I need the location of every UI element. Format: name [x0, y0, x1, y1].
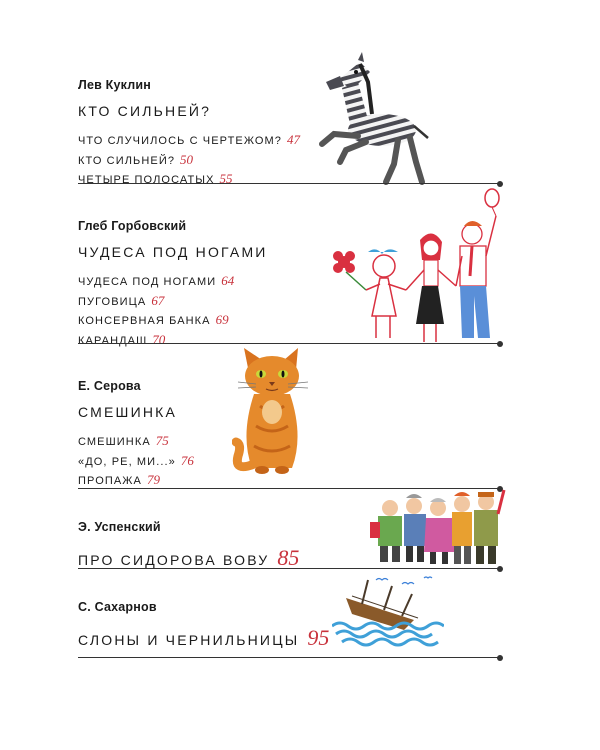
ship-illustration — [332, 574, 444, 648]
page-number: 79 — [147, 472, 160, 487]
author-name: Э. Успенский — [78, 520, 161, 534]
zebra-illustration — [312, 52, 434, 186]
toc-item-label: ПРОПАЖА — [78, 475, 142, 487]
flower-icon — [333, 251, 366, 290]
section-divider — [78, 183, 500, 184]
toc-section-kuklin — [78, 78, 500, 190]
toc-item-label: КОНСЕРВНАЯ БАНКА — [78, 315, 211, 327]
story-title[interactable]: СМЕШИНКА — [78, 404, 178, 420]
toc-item-label: ЧУДЕСА ПОД НОГАМИ — [78, 276, 217, 288]
toc-item-label: ЧТО СЛУЧИЛОСЬ С ЧЕРТЕЖОМ? — [78, 135, 283, 147]
toc-item-label: ЧЕТЫРЕ ПОЛОСАТЫХ — [78, 174, 215, 186]
page-number: 70 — [152, 331, 166, 347]
balloon-icon — [485, 189, 499, 216]
toc-item-label: ПУГОВИЦА — [78, 295, 147, 308]
page-number: 76 — [180, 452, 194, 468]
page-number: 64 — [221, 273, 235, 288]
page-number: 50 — [180, 151, 194, 167]
toc-item-label: СМЕШИНКА — [78, 436, 151, 448]
section-divider — [78, 657, 500, 658]
family-illustration — [332, 186, 510, 346]
page-number: 47 — [287, 132, 301, 147]
toc-item-label: «ДО, РЕ, МИ...» — [78, 455, 176, 468]
section-divider — [78, 568, 500, 569]
marching-family-illustration — [370, 484, 506, 570]
story-title-text: СЛОНЫ И ЧЕРНИЛЬНИЦЫ — [78, 632, 300, 648]
story-title-text: ПРО СИДОРОВА ВОВУ — [78, 552, 270, 568]
author-name: С. Сахарнов — [78, 600, 157, 614]
cat-illustration — [232, 346, 318, 486]
author-name: Глеб Горбовский — [78, 219, 187, 233]
toc-item[interactable] — [78, 151, 500, 171]
author-name: Е. Серова — [78, 379, 141, 393]
page-number: 75 — [155, 433, 169, 448]
toc-list — [78, 131, 500, 190]
page-number: 69 — [215, 312, 229, 327]
story-title[interactable]: КТО СИЛЬНЕЙ? — [78, 103, 212, 119]
page-number: 95 — [307, 625, 330, 650]
toc-item[interactable] — [78, 131, 500, 151]
author-name: Лев Куклин — [78, 78, 152, 92]
toc-item-label: КТО СИЛЬНЕЙ? — [78, 154, 176, 167]
page-number: 85 — [277, 545, 300, 570]
toc-item-label: КАРАНДАШ — [78, 334, 148, 347]
story-title[interactable]: ЧУДЕСА ПОД НОГАМИ — [78, 244, 268, 260]
page-number: 55 — [219, 171, 233, 186]
section-divider — [78, 343, 500, 344]
page-number: 67 — [151, 292, 165, 308]
